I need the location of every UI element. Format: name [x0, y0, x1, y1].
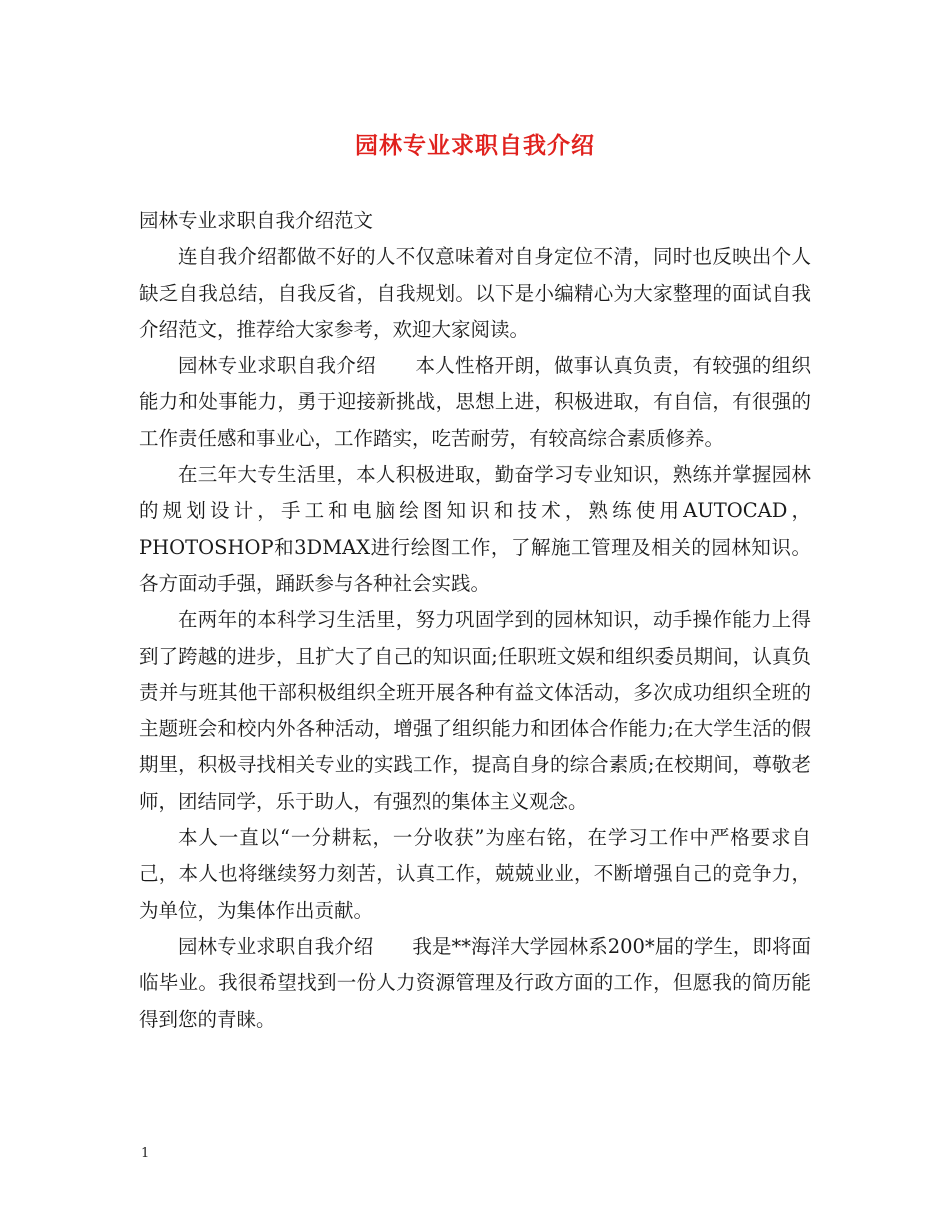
intro-paragraph: 连自我介绍都做不好的人不仅意味着对自身定位不清，同时也反映出个人缺乏自我总结，自我反省，自我规划。以下是小编精心为大家整理的面试自我介绍范文，推荐给大家参考，欢迎大家阅读。 — [139, 245, 811, 341]
document-body — [139, 203, 811, 1038]
subtitle-paragraph: 园林专业求职自我介绍范文 — [139, 209, 374, 232]
personality-paragraph: 园林专业求职自我介绍 本人性格开朗，做事认真负责，有较强的组织能力和处事能力，勇于迎接新挑战，思想上进，积极进取，有自信，有很强的工作责任感和事业心，工作踏实，吃苦耐劳，有较高综合素质修养。 — [139, 354, 811, 450]
second-intro-paragraph: 园林专业求职自我介绍 我是**海洋大学园林系200*届的学生，即将面临毕业。我很希望找到一份人力资源管理及行政方面的工作，但愿我的简历能得到您的青睐。 — [139, 934, 811, 1031]
college-paragraph: 在三年大专生活里，本人积极进取，勤奋学习专业知识，熟练并掌握园林的规划设计，手工和电脑绘图知识和技术，熟练使用AUTOCAD，PHOTOSHOP和3DMAX进行绘图工作，了解施工管理及相关的园林知识。各方面动手强，踊跃参与各种社会实践。 — [139, 463, 811, 595]
page-number: 1 — [141, 1146, 150, 1161]
document-title: 园林专业求职自我介绍 — [355, 132, 595, 159]
motto-paragraph: 本人一直以“一分耕耘，一分收获”为座右铭，在学习工作中严格要求自己，本人也将继续努力刻苦，认真工作，兢兢业业，不断增强自己的竞争力，为单位，为集体作出贡献。 — [139, 826, 811, 922]
university-paragraph: 在两年的本科学习生活里，努力巩固学到的园林知识，动手操作能力上得到了跨越的进步，且扩大了自己的知识面;任职班文娱和组织委员期间，认真负责并与班其他干部积极组织全班开展各种有益文体活动，多次成功组织全班的主题班会和校内外各种活动，增强了组织能力和团体合作能力;在大学生活的假期里，积极寻找相关专业的实践工作，提高自身的综合素质;在校期间，尊敬老师，团结同学，乐于助人，有强烈的集体主义观念。 — [139, 608, 811, 813]
